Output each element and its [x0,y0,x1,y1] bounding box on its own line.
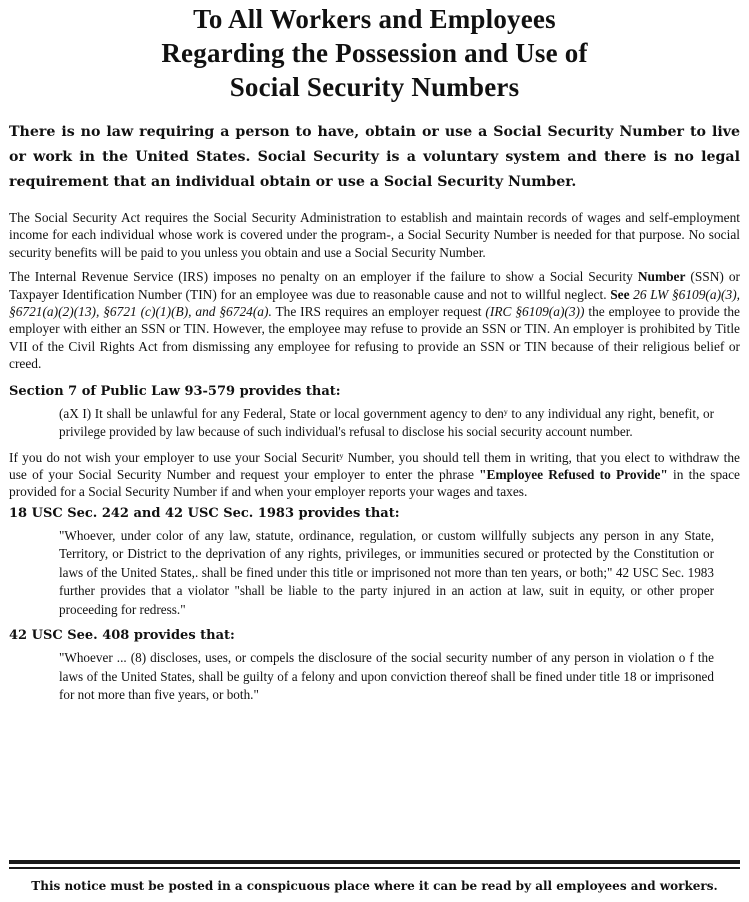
divider-thick-line [9,860,740,864]
irs-text-see: See [610,286,630,302]
lead-statement: There is no law requiring a person to have, obtain or use a Social Security Number to live or work in the United States. Social Security is a voluntary system and there is no legal requirement that an individual obtain or use a Social Security Number. [9,124,740,190]
divider-thin-line [9,867,740,869]
paragraph-ssa-act: The Social Security Act requires the Social Security Administration to establish and maintain records of wages and self-employment income for each individual whose work is covered under the program-, a Social Security Number is needed for that purpose. No social security benefits will be paid to you unless you obtain and use a Social Security Number. [9,210,740,260]
irs-text-a: The Internal Revenue Service (IRS) imposes no penalty on an employer if the failure to show a Social Security [9,269,638,285]
title-line-2: Regarding the Possession and Use of [161,38,588,68]
title-line-3: Social Security Numbers [229,72,520,102]
page-title [9,2,740,104]
section-heading-usc-408: 42 USC See. 408 provides that: [9,628,235,644]
withdraw-text-c: in the space provided for a Social Security Number if and when your employer reports your wages and taxes. [9,467,740,500]
employee-refused-phrase: "Employee Refused to Provide" [479,467,668,483]
paragraph-irs [9,268,740,372]
irs-text-number: Number [637,269,686,285]
irc-citation: (IRC §6109(a)(3)) [485,304,585,320]
irs-citation: 26 LW §6109(a)(3), §6721(a)(2)(13), §6721 (c)(1)(B), and §6724(a). [9,286,740,320]
quote-usc-242: "Whoever, under color of any law, statute, ordinance, regulation, or custom willfully subjects any person in any State, Territory, or District to the deprivation of any rights, privileges, or immunities secured or protected by the Constitution or laws of the United States,. shall be fined under this title or imprisoned not more than ten years, or both;" 42 USC Sec. 1983 further provides that a violator "shall be liable to the party injured in an action at law, suit in equity, or other proper proceeding for redress." [59,527,714,617]
footer-divider [9,860,740,869]
title-line-1: To All Workers and Employees [193,4,556,34]
quote-public-law: (aX I) It shall be unlawful for any Federal, State or local government agency to denʸ to any individual any right, benefit, or privilege provided by law because of such individual's refusal to disclose his social security account number. [59,405,714,440]
quote-usc-408: "Whoever ... (8) discloses, uses, or compels the disclosure of the social security number of any person in violation o f the laws of the United States, shall be guilty of a felony and upon conviction thereof shall be fined under title 18 or imprisoned for not more than five years, or both." [59,650,714,703]
irs-text-f: The IRS requires an employer request [271,304,486,320]
paragraph-withdraw [9,449,740,501]
notice-document [0,2,749,902]
irs-text-c: (SSN) or Taxpayer Identification Number (TIN) for an employee was due to reasonable cause and not to willful neglect. [9,269,740,302]
withdraw-text-a: If you do not wish your employer to use your Social Securitʸ Number, you should tell them in writing, that you elect to withdraw the use of your Social Security Number and request your employer to enter the phrase [9,449,740,483]
section-heading-usc-242: 18 USC Sec. 242 and 42 USC Sec. 1983 provides that: [9,505,400,521]
section-heading-public-law: Section 7 of Public Law 93-579 provides that: [9,383,341,399]
irs-text-h: the employee to provide the employer with either an SSN or TIN. However, the employee may refuse to provide an SSN or TIN. An employer is prohibited by Title VII of the Civil Rights Act from dismissing any employee for refusing to provide an SSN or TIN because of their religious belief or creed. [9,304,740,372]
posting-notice: This notice must be posted in a conspicuous place where it can be read by all employees and workers. [31,879,718,893]
